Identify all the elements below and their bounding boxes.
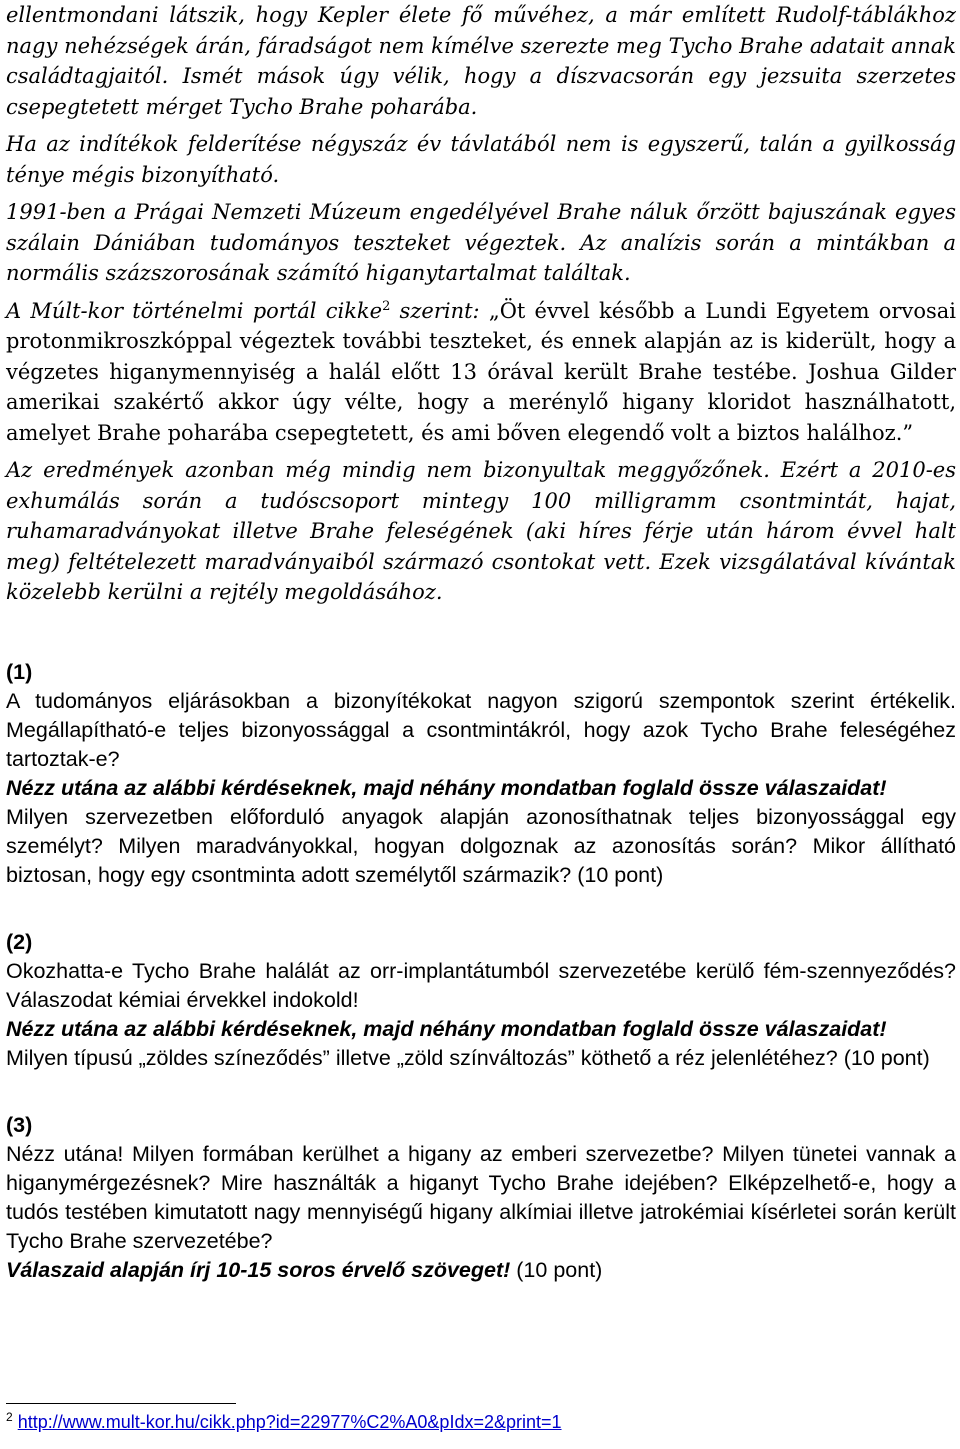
question-closing <box>6 1256 956 1285</box>
question-instruction: Nézz utána az alábbi kérdéseknek, majd néhány mondatban foglald össze válaszaidat! <box>6 775 887 800</box>
quoted-text: „Öt évvel később a Lundi Egyetem orvosai protonmikroszkóppal végeztek további teszteket, és ennek alapján az is kiderült, hogy a végzetes higanymennyiség a halál előtt 13 órával került Brahe testébe. Joshua Gilder amerikai szakértő akkor úgy vélte, hogy a merénylő higany kloridot használhatott, amelyet Brahe poharába csepegtetett, és ami bőven elegendő volt a biztos halálhoz.” <box>6 298 956 445</box>
document-page <box>6 0 956 1285</box>
question-instruction: Válaszaid alapján írj 10-15 soros érvelő szöveget! <box>6 1257 511 1282</box>
question-2 <box>6 928 956 1073</box>
question-1 <box>6 658 956 890</box>
citation-intro: A Múlt-kor történelmi portál cikke <box>6 298 383 323</box>
intro-paragraph-5: Az eredmények azonban még mindig nem bizonyultak meggyőzőnek. Ezért a 2010-es exhumálás során a tudóscsoport mintegy 100 milligramm csontmintát, hajat, ruhamaradványokat illetve Brahe feleségének (aki híres férje után három évvel halt meg) feltételezett maradványaiból származó csontokat vett. Ezek vizsgálatával kívántak közelebb kerülni a rejtély megoldásához. <box>6 458 956 604</box>
question-text: A tudományos eljárásokban a bizonyítékokat nagyon szigorú szempontok szerint értékelik. Megállapítható-e teljes bizonyossággal a csontmintákról, hogy azok Tycho Brahe feleségéhez tartoztak-e? <box>6 688 956 771</box>
footnote-marker: 2 <box>6 1410 13 1424</box>
intro-paragraph-4 <box>6 296 956 449</box>
citation-intro-tail: szerint: <box>390 298 489 323</box>
question-number: (3) <box>6 1112 33 1137</box>
question-details: (10 pont) <box>510 1257 603 1282</box>
footnote <box>6 1410 562 1434</box>
intro-paragraph-3: 1991-ben a Prágai Nemzeti Múzeum engedélyével Brahe náluk őrzött bajuszának egyes szálain Dániában tudományos teszteket végeztek. Az analízis során a mintákban a normális százszorosának számító higanytartalmat találtak. <box>6 200 956 285</box>
question-3 <box>6 1111 956 1285</box>
question-text: Nézz utána! Milyen formában kerülhet a higany az emberi szervezetbe? Milyen tünetei vannak a higanymérgezésnek? Mire használták a higanyt Tycho Brahe idejében? Elképzelhető-e, hogy a tudós testében kimutatott nagy mennyiségű higany alkímiai illetve jatrokémiai kísérletei során került Tycho Brahe szervezetébe? <box>6 1141 956 1253</box>
footnote-link[interactable]: http://www.mult-kor.hu/cikk.php?id=22977%C2%A0&pIdx=2&print=1 <box>17 1412 562 1432</box>
question-text: Okozhatta-e Tycho Brahe halálát az orr-implantátumból szervezetébe kerülő fém-szennyeződés? Válaszodat kémiai érvekkel indokold! <box>6 958 956 1012</box>
footnote-reference[interactable]: 2 <box>382 298 391 314</box>
question-number: (1) <box>6 659 33 684</box>
intro-text <box>6 0 956 608</box>
question-details: Milyen szervezetben előforduló anyagok alapján azonosíthatnak teljes bizonyossággal egy személyt? Milyen maradványokkal, hogyan dolgoznak az azonosítás során? Mikor állítható biztosan, hogy egy csontminta adott személytől származik? (10 pont) <box>6 804 956 887</box>
question-details: Milyen típusú „zöldes színeződés” illetve „zöld színváltozás” köthető a réz jelenlétéhez? (10 pont) <box>6 1045 930 1070</box>
intro-paragraph-1: ellentmondani látszik, hogy Kepler élete fő művéhez, a már említett Rudolf-táblákhoz nagy nehézségek árán, fáradságot nem kímélve szerezte meg Tycho Brahe adatait annak családtagjaitól. Ismét mások úgy vélik, hogy a díszvacsorán egy jezsuita szerzetes csepegtetett mérget Tycho Brahe poharába. <box>6 3 956 119</box>
intro-paragraph-2: Ha az indítékok felderítése négyszáz év távlatából nem is egyszerű, talán a gyilkosság ténye mégis bizonyítható. <box>6 132 956 187</box>
question-instruction: Nézz utána az alábbi kérdéseknek, majd néhány mondatban foglald össze válaszaidat! <box>6 1016 887 1041</box>
footnote-divider <box>6 1403 236 1404</box>
question-number: (2) <box>6 929 33 954</box>
